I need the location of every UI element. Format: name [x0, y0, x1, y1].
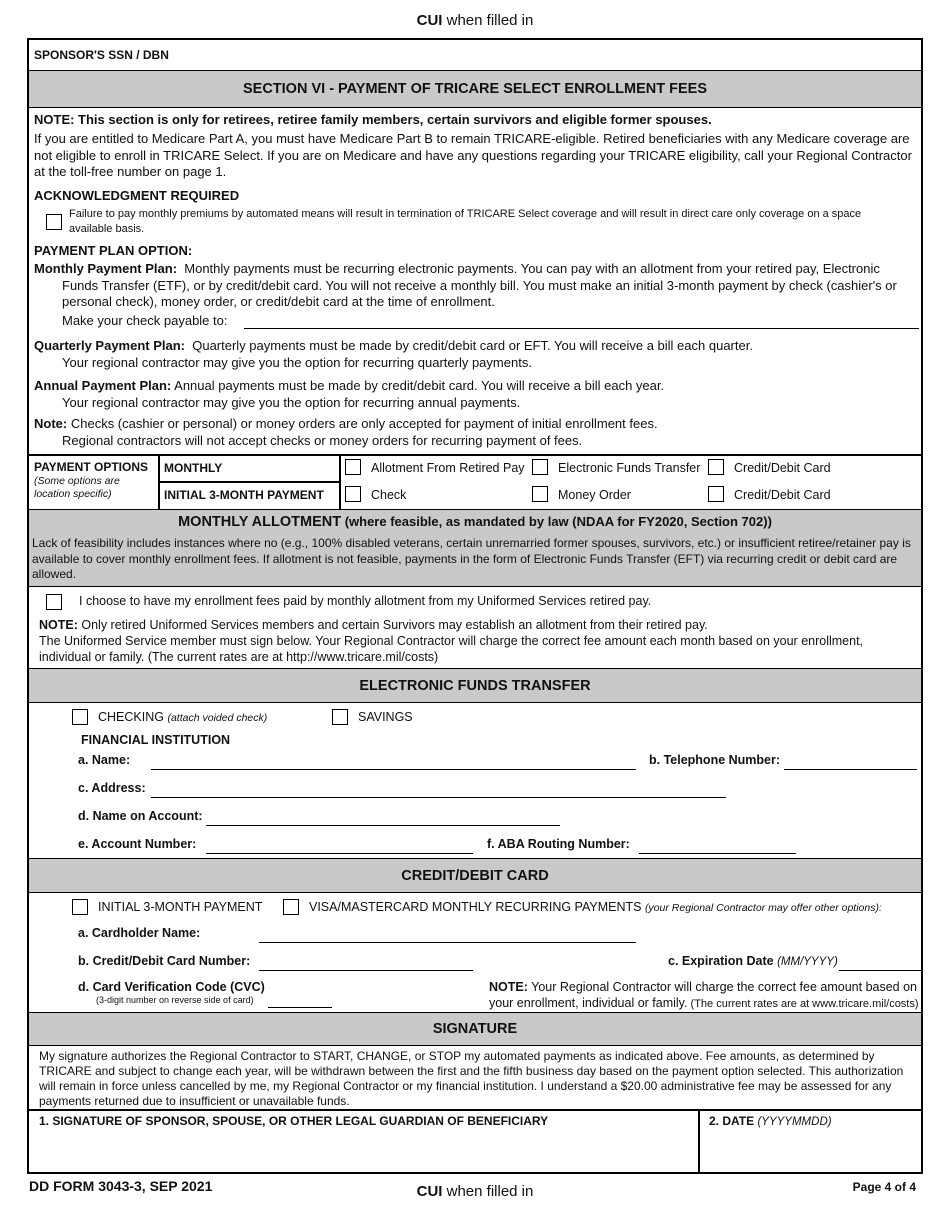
- cvc-label: d. Card Verification Code (CVC): [78, 980, 265, 994]
- aba-routing-field[interactable]: [639, 853, 796, 854]
- ack-text: Failure to pay monthly premiums by automated means will result in termination of TRICARE Select coverage and will result in direct care only coverage on a space available basis.: [69, 208, 862, 235]
- cvc-note: (3-digit number on reverse side of card): [96, 995, 254, 1005]
- savings-label: SAVINGS: [358, 710, 413, 724]
- signature-row: [29, 1110, 921, 1172]
- card-title: CREDIT/DEBIT CARD: [29, 858, 921, 893]
- allotment-checkbox[interactable]: [345, 459, 361, 475]
- eft-checkbox[interactable]: [532, 459, 548, 475]
- payment-options-label: PAYMENT OPTIONS: [34, 460, 149, 474]
- quarterly-plan-line1: Quarterly Payment Plan: Quarterly payments must be made by credit/debit card or EFT. You will receive a bill each quarter.: [34, 338, 753, 353]
- bank-name-label: a. Name:: [78, 753, 131, 767]
- cardholder-label: a. Cardholder Name:: [78, 926, 201, 940]
- bank-address-label: c. Address:: [78, 781, 146, 795]
- checking-label: CHECKING (attach voided check): [98, 710, 268, 724]
- cvc-field[interactable]: [268, 1007, 332, 1008]
- check-option-label: Check: [371, 488, 407, 502]
- card-note-line2: your enrollment, individual or family. (The current rates are at www.tricare.mil/costs): [489, 996, 919, 1010]
- checks-note-line1: Note: Checks (cashier or personal) or money orders are only accepted for payment of initial enrollment fees.: [34, 416, 658, 431]
- bank-telephone-label: b. Telephone Number:: [649, 753, 781, 767]
- initial-payment-label: INITIAL 3-MONTH PAYMENT: [164, 488, 324, 502]
- card-recurring-label: VISA/MASTERCARD MONTHLY RECURRING PAYMENTS (your Regional Contractor may offer other options):: [309, 900, 882, 914]
- form-number: DD FORM 3043-3, SEP 2021: [29, 1178, 213, 1194]
- account-number-field[interactable]: [206, 853, 473, 854]
- sponsor-ssn-row[interactable]: [29, 40, 921, 71]
- card-number-field[interactable]: [259, 970, 473, 971]
- section-title: SECTION VI - PAYMENT OF TRICARE SELECT ENROLLMENT FEES: [29, 71, 921, 108]
- allotment-block: [29, 510, 921, 587]
- signature-title: SIGNATURE: [29, 1012, 921, 1046]
- allotment-title: MONTHLY ALLOTMENT (where feasible, as mandated by law (NDAA for FY2020, Section 702)): [178, 514, 772, 530]
- aba-routing-label: f. ABA Routing Number:: [487, 837, 630, 851]
- bank-name-field[interactable]: [151, 769, 636, 770]
- monthly-card-option-label: Credit/Debit Card: [734, 461, 831, 475]
- allotment-choose-checkbox[interactable]: [46, 594, 62, 610]
- account-number-label: e. Account Number:: [78, 837, 197, 851]
- ack-checkbox[interactable]: [46, 214, 62, 230]
- signature-field[interactable]: [29, 1110, 698, 1172]
- expiration-field[interactable]: [839, 970, 921, 971]
- allotment-note-line1: NOTE: Only retired Uniformed Services members and certain Survivors may establish an allotment from their retired pay.: [39, 618, 708, 632]
- cui-header: CUI when filled in: [416, 12, 534, 29]
- form-frame: [27, 38, 923, 1174]
- signature-text: My signature authorizes the Regional Contractor to START, CHANGE, or STOP my automated payments as indicated above. Fee amounts, as determined by TRICARE and subject to change each year, will be withdrawn between the first and the fifth business day based on the payment option selected. This authorization will remain in force unless cancelled by me, my Regional Contractor or my financial institution. I understand a $20.00 administrative fee may be assessed for any payments returned due to insufficient or unavailable funds.: [39, 1049, 904, 1108]
- card-number-label: b. Credit/Debit Card Number:: [78, 954, 251, 968]
- check-checkbox[interactable]: [345, 486, 361, 502]
- allotment-note-line2: The Uniformed Service member must sign below. Your Regional Contractor will charge the correct fee amount each month based on your enrollment,: [39, 634, 864, 648]
- checking-checkbox[interactable]: [72, 709, 88, 725]
- medicare-text: If you are entitled to Medicare Part A, you must have Medicare Part B to remain TRICARE-eligible. Retired beneficiaries with any Medicare coverage are not eligible to enroll in TRICARE Select. If you are on Medicare and have any questions regarding your TRICARE eligibility, call your Regional Contractor at the toll-free number on page 1.: [34, 131, 912, 179]
- section-note: NOTE: This section is only for retirees, retiree family members, certain survivors and eligible former spouses.: [34, 112, 712, 127]
- checks-note-line2: Regional contractors will not accept checks or money orders for recurring payment of fees.: [62, 433, 583, 448]
- allotment-text: Lack of feasibility includes instances where no (e.g., 100% disabled veterans, certain unremarried former spouses, survivors, etc.) or insufficient retiree/retainer pay is available to cover monthly enrollment fees. If allotment is not feasible, payments in the form of Electronic Funds Transfer (EFT) via recurring credit or debit card are allowed.: [32, 536, 911, 581]
- monthly-card-checkbox[interactable]: [708, 459, 724, 475]
- annual-plan-line1: Annual Payment Plan: Annual payments must be made by credit/debit card. You will receive a bill each year.: [34, 378, 665, 393]
- plan-title: PAYMENT PLAN OPTION:: [34, 243, 193, 258]
- expiration-label: c. Expiration Date (MM/YYYY): [668, 954, 838, 968]
- monthly-label: MONTHLY: [164, 461, 223, 475]
- allotment-choose-text: I choose to have my enrollment fees paid by monthly allotment from my Uniformed Services retired pay.: [79, 594, 652, 608]
- payment-options-sublabel: (Some options are location specific): [34, 475, 120, 500]
- money-order-option-label: Money Order: [558, 488, 631, 502]
- bank-address-field[interactable]: [151, 797, 726, 798]
- bank-telephone-field[interactable]: [784, 769, 917, 770]
- cardholder-field[interactable]: [259, 942, 636, 943]
- savings-checkbox[interactable]: [332, 709, 348, 725]
- payable-to-field[interactable]: [244, 328, 919, 329]
- date-label: 2. DATE (YYYYMMDD): [709, 1114, 832, 1128]
- date-field[interactable]: [700, 1110, 921, 1172]
- initial-card-option-label: Credit/Debit Card: [734, 488, 831, 502]
- cui-footer: CUI when filled in: [416, 1183, 534, 1200]
- signature-label: 1. SIGNATURE OF SPONSOR, SPOUSE, OR OTHER LEGAL GUARDIAN OF BENEFICIARY: [39, 1114, 549, 1128]
- name-on-account-label: d. Name on Account:: [78, 809, 203, 823]
- card-initial-checkbox[interactable]: [72, 899, 88, 915]
- card-recurring-checkbox[interactable]: [283, 899, 299, 915]
- divider: [158, 481, 340, 483]
- eft-option-label: Electronic Funds Transfer: [558, 461, 701, 475]
- annual-plan-line2: Your regional contractor may give you the option for recurring annual payments.: [62, 395, 521, 410]
- money-order-checkbox[interactable]: [532, 486, 548, 502]
- card-note-line1: NOTE: Your Regional Contractor will charge the correct fee amount based on: [489, 980, 918, 994]
- payable-label: Make your check payable to:: [62, 313, 228, 328]
- allotment-note-line3: individual or family. (The current rates are at http://www.tricare.mil/costs): [39, 650, 439, 664]
- sponsor-ssn-label: SPONSOR'S SSN / DBN: [34, 48, 169, 62]
- initial-card-checkbox[interactable]: [708, 486, 724, 502]
- quarterly-plan-line2: Your regional contractor may give you the option for recurring quarterly payments.: [62, 355, 532, 370]
- payment-options-table: [29, 455, 921, 509]
- eft-title: ELECTRONIC FUNDS TRANSFER: [29, 668, 921, 703]
- allotment-option-label: Allotment From Retired Pay: [371, 461, 525, 475]
- financial-institution-title: FINANCIAL INSTITUTION: [81, 733, 231, 747]
- page-number: Page 4 of 4: [852, 1180, 916, 1194]
- ack-title: ACKNOWLEDGMENT REQUIRED: [34, 188, 240, 203]
- monthly-plan-text: Monthly Payment Plan: Monthly payments must be recurring electronic payments. You can pay with an allotment from your retired pay, Electronic Funds Transfer (ETF), or by credit/debit card. You will not receive a monthly bill. You must make an initial 3-month payment by check (cashier's or personal check), money order, or credit/debit card at the time of enrollment.: [34, 261, 897, 309]
- name-on-account-field[interactable]: [206, 825, 560, 826]
- card-initial-label: INITIAL 3-MONTH PAYMENT: [98, 900, 263, 914]
